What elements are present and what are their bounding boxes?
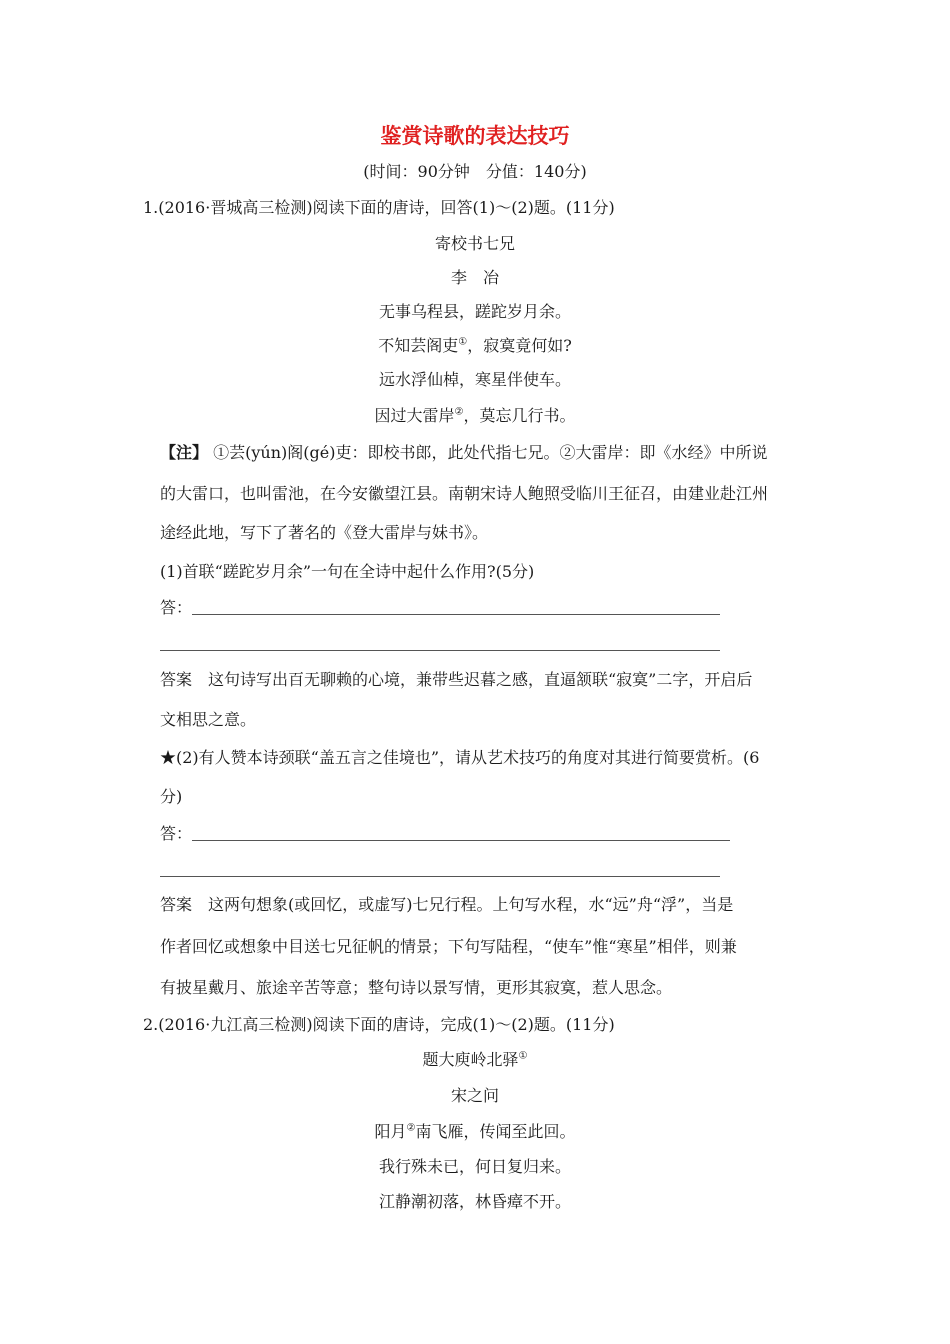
q1-answer1-line: 答案 这句诗写出百无聊赖的心境，兼带些迟暮之感，直逼颔联“寂寞”二字，开启后 — [160, 670, 753, 689]
footnote-marker: ② — [454, 406, 464, 418]
answer-line[interactable] — [192, 840, 730, 841]
footnote-marker: ① — [518, 1050, 528, 1062]
q1-note-line: 的大雷口，也叫雷池，在今安徽望江县。南朝宋诗人鲍照受临川王征召，由建业赴江州 — [160, 484, 769, 503]
q1-note-line — [160, 443, 767, 463]
q2-poem-author: 宋之问 — [450, 1086, 499, 1105]
poem-title-text: 题大庾岭北驿 — [422, 1050, 519, 1069]
note-label: 【注】 — [160, 443, 209, 462]
poem-text: 南飞雁，传闻至此回。 — [415, 1122, 576, 1141]
q2-poem-line: 我行殊未已，何日复归来。 — [378, 1157, 571, 1176]
q1-sub2-question: 分) — [160, 787, 183, 806]
answer-label: 答： — [160, 824, 193, 843]
q1-answer2-line: 有披星戴月、旅途辛苦等意；整句诗以景写情，更形其寂寞，惹人思念。 — [160, 978, 673, 997]
poem-text: 不知芸阁吏 — [378, 336, 459, 355]
q1-answer1-line: 文相思之意。 — [160, 710, 257, 729]
q2-poem-line: 江静潮初落，林昏瘴不开。 — [378, 1192, 571, 1211]
note-text: ①芸(yún)阁(gé)吏：即校书郎，此处代指七兄。②大雷岸：即《水经》中所说 — [213, 443, 768, 462]
q1-answer2-line: 作者回忆或想象中目送七兄征帆的情景；下句写陆程，“使车”惟“寒星”相伴，则兼 — [160, 937, 737, 956]
q1-poem-line — [0, 336, 950, 356]
answer-line[interactable] — [160, 876, 720, 877]
q2-poem-title — [0, 1050, 950, 1070]
answer-label: 答： — [160, 598, 193, 617]
q2-poem-line — [0, 1122, 950, 1142]
q1-poem-line: 无事乌程县，蹉跎岁月余。 — [378, 302, 571, 321]
footnote-marker: ② — [406, 1122, 416, 1134]
poem-text: 因过大雷岸 — [374, 406, 455, 425]
q1-sub1-question: (1)首联“蹉跎岁月余”一句在全诗中起什么作用?(5分) — [160, 562, 535, 581]
q1-poem-title: 寄校书七兄 — [434, 234, 515, 253]
q1-sub2-question: ★(2)有人赞本诗颈联“盖五言之佳境也”，请从艺术技巧的角度对其进行简要赏析。(6 — [160, 748, 760, 767]
q1-poem-author: 李 冶 — [450, 268, 499, 287]
document-title: 鉴赏诗歌的表达技巧 — [380, 123, 570, 148]
q1-note-line: 途经此地，写下了著名的《登大雷岸与妹书》。 — [160, 523, 489, 542]
poem-text: ，寂寞竟何如? — [467, 336, 572, 355]
poem-text: ，莫忘几行书。 — [463, 406, 576, 425]
poem-text: 阳月 — [374, 1122, 407, 1141]
footnote-marker: ① — [458, 336, 468, 348]
q1-poem-line: 远水浮仙棹，寒星伴使车。 — [378, 370, 571, 389]
q1-header: 1.(2016·晋城高三检测)阅读下面的唐诗，回答(1)～(2)题。(11分) — [143, 198, 615, 217]
exam-meta: (时间：90分钟 分值：140分) — [363, 162, 587, 181]
q2-header: 2.(2016·九江高三检测)阅读下面的唐诗，完成(1)～(2)题。(11分) — [143, 1015, 615, 1034]
q1-poem-line — [0, 406, 950, 426]
q1-answer2-line: 答案 这两句想象(或回忆，或虚写)七兄行程。上句写水程，水“远”舟“浮”，当是 — [160, 895, 734, 914]
answer-line[interactable] — [192, 614, 720, 615]
answer-line[interactable] — [160, 650, 720, 651]
